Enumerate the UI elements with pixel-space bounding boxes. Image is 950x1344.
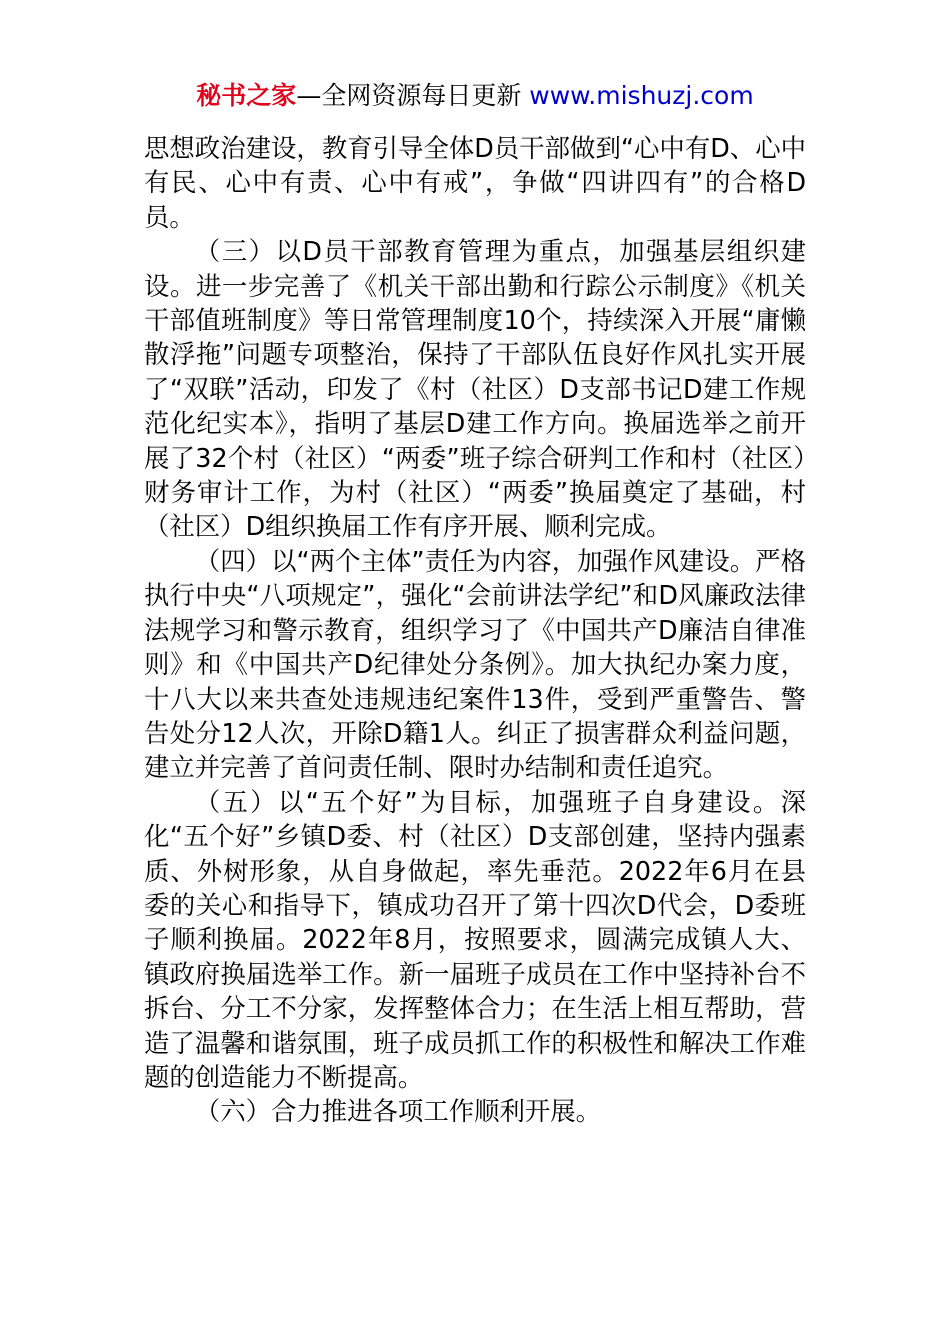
paragraph-section-5: （五）以“五个好”为目标，加强班子自身建设。深化“五个好”乡镇D委、村（社区）D支部创建，坚持内强素质、外树形象，从自身做起，率先垂范。2022年6月在县委的关心和指导下，镇成功召开了第十四次D代会，D委班子顺利换届。2022年8月，按照要求，圆满完成镇人大、镇政府换届选举工作。新一届班子成员在工作中坚持补台不拆台、分工不分家，发挥整体合力；在生活上相互帮助，营造了温馨和谐氛围，班子成员抓工作的积极性和解决工作难题的创造能力不断提高。 [144, 786, 806, 1092]
paragraph-section-6: （六）合力推进各项工作顺利开展。 [194, 1096, 602, 1127]
site-header [0, 80, 950, 112]
site-url-link[interactable]: www.mishuzj.com [529, 81, 754, 110]
paragraph-section-3: （三）以D员干部教育管理为重点，加强基层组织建设。进一步完善了《机关干部出勤和行踪公示制度》《机关干部值班制度》等日常管理制度10个，持续深入开展“庸懒散浮拖”问题专项整治，保持了干部队伍良好作风扎实开展了“双联”活动，印发了《村（社区）D支部书记D建工作规范化纪实本》，指明了基层D建工作方向。换届选举之前开展了32个村（社区）“两委”班子综合研判工作和村（社区）财务审计工作，为村（社区）“两委”换届奠定了基础，村（社区）D组织换届工作有序开展、顺利完成。 [144, 236, 806, 542]
document-body [144, 131, 806, 1129]
paragraph-section-4: （四）以“两个主体”责任为内容，加强作风建设。严格执行中央“八项规定”，强化“会前讲法学纪”和D风廉政法律法规学习和警示教育，组织学习了《中国共产D廉洁自律准则》和《中国共产D纪律处分条例》。加大执纪办案力度，十八大以来共查处违规违纪案件13件，受到严重警告、警告处分12人次，开除D籍1人。纠正了损害群众利益问题，建立并完善了首问责任制、限时办结制和责任追究。 [144, 545, 806, 783]
paragraph-continuation: 思想政治建设，教育引导全体D员干部做到“心中有D、心中有民、心中有责、心中有戒”，争做“四讲四有”的合格D员。 [144, 133, 806, 232]
site-tagline: —全网资源每日更新 [296, 81, 530, 110]
site-brand: 秘书之家 [196, 81, 297, 110]
